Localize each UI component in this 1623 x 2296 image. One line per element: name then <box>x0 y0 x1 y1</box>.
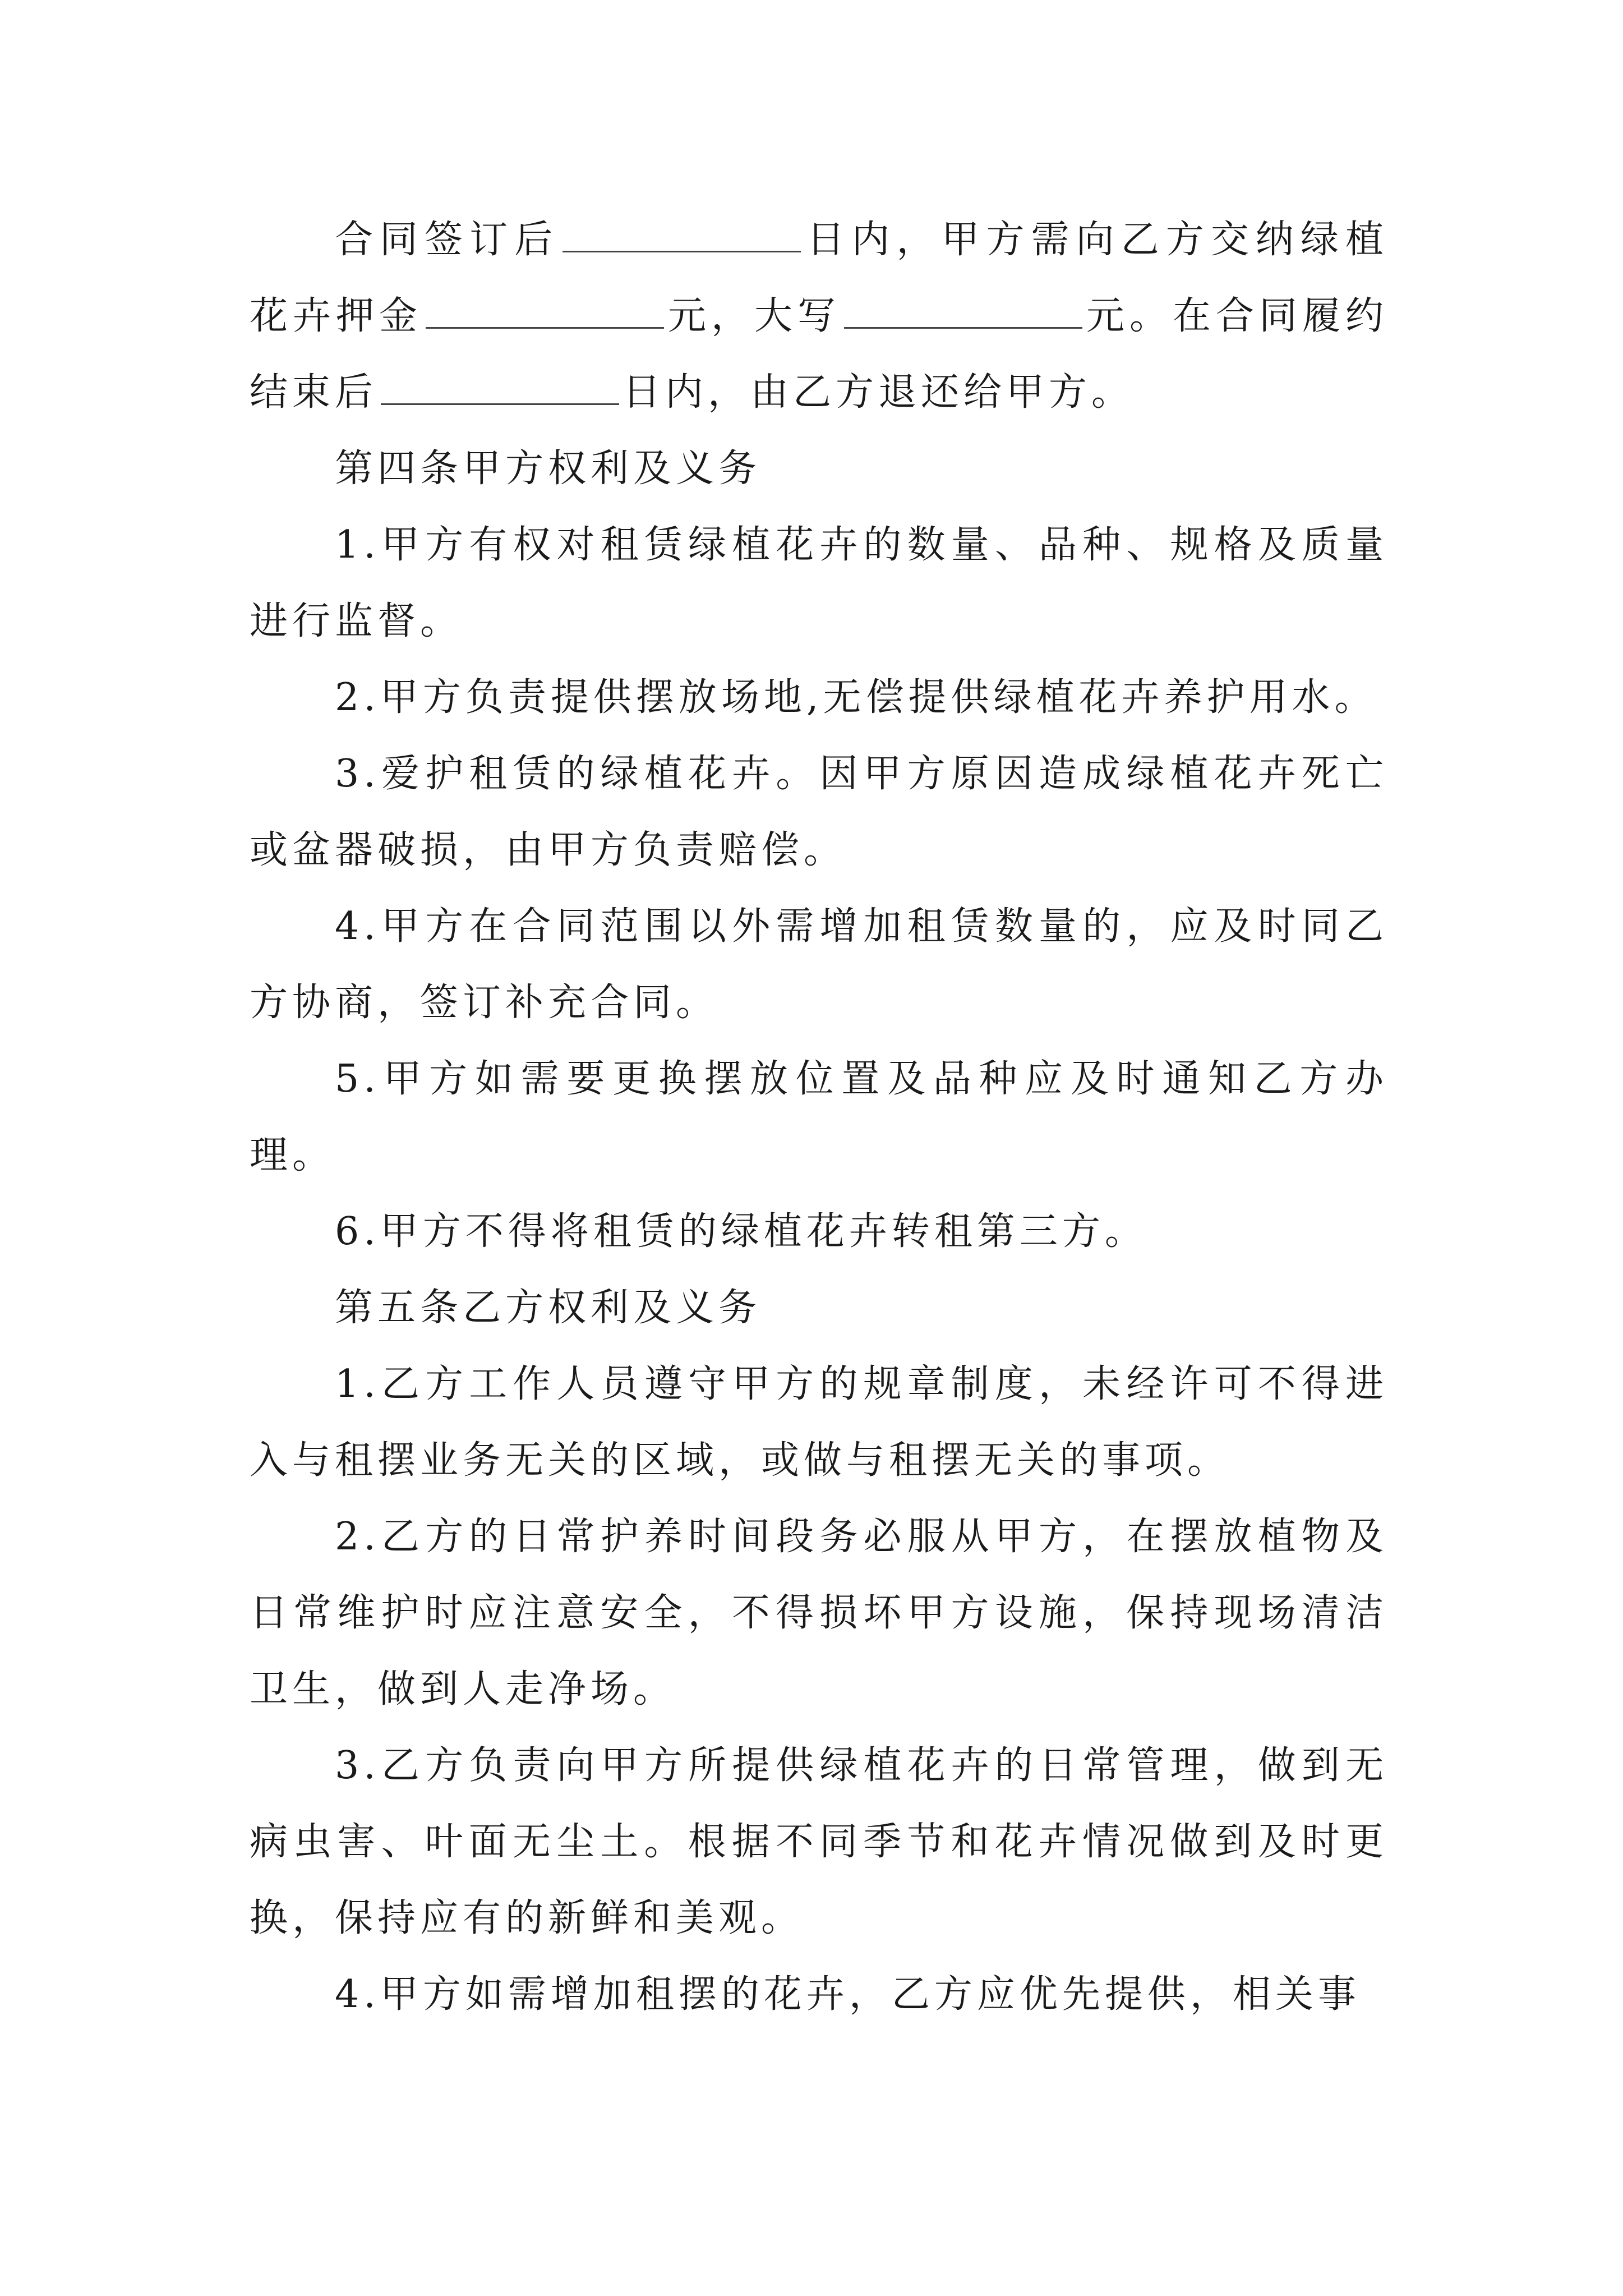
article-5-item-3: 3.乙方负责向甲方所提供绿植花卉的日常管理，做到无病虫害、叶面无尘土。根据不同季节和花卉情况做到及时更换，保持应有的新鲜和美观。 <box>250 1743 1388 1940</box>
blank-days-payment <box>562 217 801 252</box>
article-5-heading: 第五条乙方权利及义务 <box>335 1286 762 1330</box>
article-4-item-6: 6.甲方不得将租赁的绿植花卉转租第三方。 <box>335 1209 1147 1254</box>
deposit-text-1: 合同签订后 <box>335 218 560 262</box>
article-4-item-2: 2.甲方负责提供摆放场地,无偿提供绿植花卉养护用水。 <box>335 675 1377 720</box>
deposit-text-5: 日内，由乙方退还给甲方。 <box>623 370 1135 415</box>
blank-deposit-amount <box>426 293 664 329</box>
document-body <box>250 202 1388 2033</box>
article-4-item-1: 1.甲方有权对租赁绿植花卉的数量、品种、规格及质量进行监督。 <box>250 523 1388 643</box>
article-5-item-1: 1.乙方工作人员遵守甲方的规章制度，未经许可不得进入与租摆业务无关的区域，或做与租摆无关的事项。 <box>250 1362 1388 1483</box>
article-4-item-5: 5.甲方如需要更换摆放位置及品种应及时通知乙方办理。 <box>250 1057 1388 1177</box>
deposit-text-4: 元。在合同履约结束后 <box>250 294 1388 415</box>
article-5-item-2: 2.乙方的日常护养时间段务必服从甲方，在摆放植物及日常维护时应注意安全，不得损坏甲方设施，保持现场清洁卫生，做到人走净场。 <box>250 1515 1388 1711</box>
deposit-text-3: 元，大写 <box>667 294 841 338</box>
deposit-text-2: 日内，甲方需向乙方交纳绿植花卉押金 <box>250 218 1388 338</box>
article-4-item-4: 4.甲方在合同范围以外需增加租赁数量的，应及时同乙方协商，签订补充合同。 <box>250 904 1388 1025</box>
article-5-item-4: 4.甲方如需增加租摆的花卉，乙方应优先提供，相关事 <box>335 1972 1361 2017</box>
article-4-heading: 第四条甲方权利及义务 <box>335 447 762 491</box>
deposit-clause <box>250 202 1388 431</box>
article-4-item-3: 3.爱护租赁的绿植花卉。因甲方原因造成绿植花卉死亡或盆器破损，由甲方负责赔偿。 <box>250 752 1388 872</box>
blank-days-refund <box>381 370 619 405</box>
blank-amount-in-words <box>844 293 1082 329</box>
